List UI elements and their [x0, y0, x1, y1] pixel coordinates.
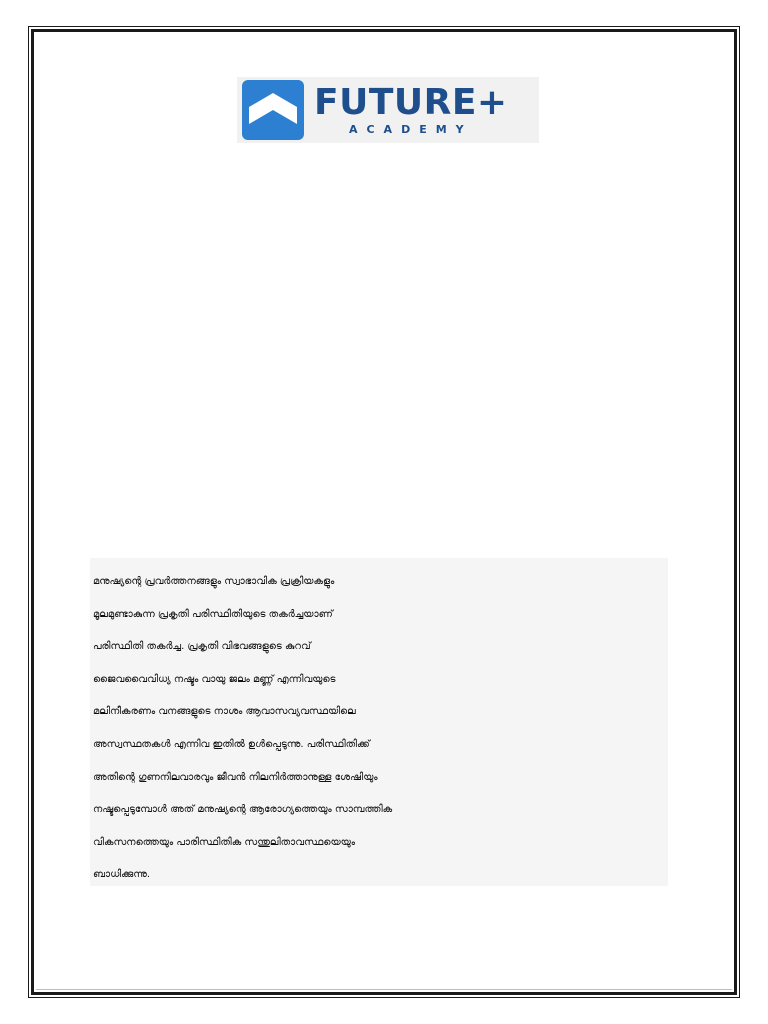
bottom-rule	[36, 989, 732, 990]
body-line: നഷ്ടപ്പെടുമ്പോൾ അത് മനുഷ്യന്റെ ആരോഗ്യത്തെയും സാമ്പത്തിക	[93, 804, 393, 816]
body-line: വികസനത്തെയും പാരിസ്ഥിതിക സന്തുലിതാവസ്ഥയെയും	[93, 836, 356, 848]
body-line: അസ്വസ്ഥതകൾ എന്നിവ ഇതിൽ ഉൾപ്പെടുന്നു. പരിസ്ഥിതിക്ക്	[93, 738, 370, 750]
body-line: അതിന്റെ ഗുണനിലവാരവും ജീവൻ നിലനിർത്താനുള്ള ശേഷിയും	[93, 771, 378, 783]
body-line: പരിസ്ഥിതി തകർച്ച. പ്രകൃതി വിഭവങ്ങളുടെ കുറവ്	[93, 641, 311, 653]
body-line: മലിനീകരണം വനങ്ങളുടെ നാശം ആവാസവ്യവസ്ഥയിലെ	[93, 706, 356, 718]
page-frame	[31, 29, 737, 995]
logo-subtitle: ACADEMY	[348, 123, 473, 136]
body-line: മനുഷ്യന്റെ പ്രവർത്തനങ്ങളും സ്വാഭാവിക പ്രക്രിയകളും	[93, 576, 335, 587]
body-line: മൂലമുണ്ടാകുന്ന പ്രകൃതി പരിസ്ഥിതിയുടെ തകർച്ചയാണ്	[93, 608, 333, 620]
logo-wordmark: FUTURE+	[314, 82, 508, 123]
logo-roof-icon	[242, 80, 304, 140]
body-line: ബാധിക്കുന്നു.	[93, 869, 151, 881]
logo-text	[314, 84, 508, 136]
future-plus-academy-logo	[237, 77, 539, 143]
body-text-block	[90, 558, 668, 886]
body-line: ജൈവവൈവിധ്യ നഷ്ടം വായു ജലം മണ്ണ് എന്നിവയുടെ	[93, 673, 336, 685]
